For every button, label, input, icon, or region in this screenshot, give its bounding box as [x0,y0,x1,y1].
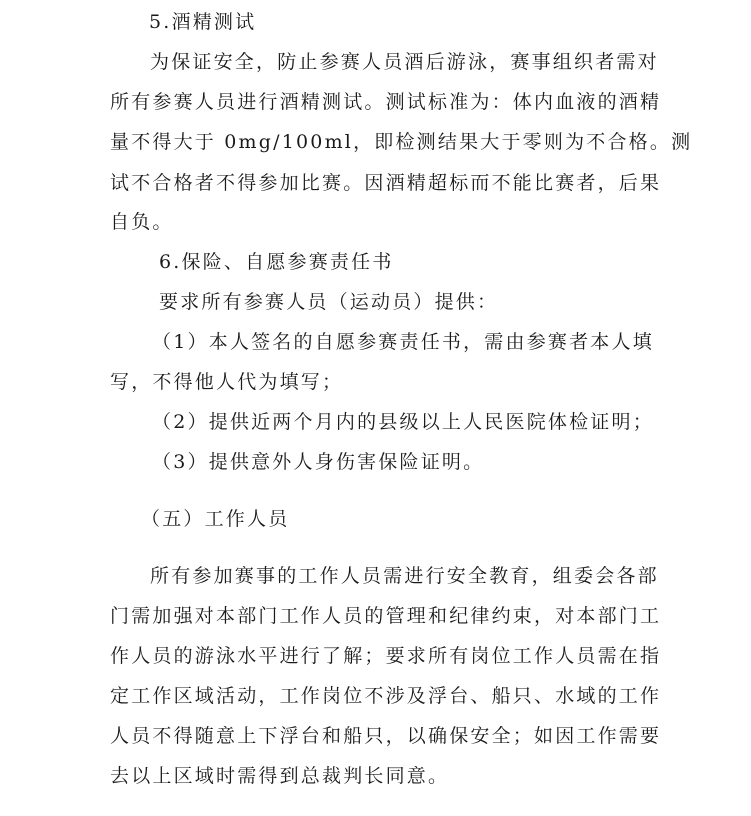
paragraph-line: 量不得大于 0mg/100ml，即检测结果大于零则为不合格。测 [110,131,693,153]
paragraph-line: 定工作区域活动，工作岗位不涉及浮台、船只、水域的工作 [110,685,662,707]
paragraph-line: 去以上区域时需得到总裁判长同意。 [110,765,450,787]
paragraph-line: 作人员的游泳水平进行了解；要求所有岗位工作人员需在指 [110,645,662,667]
paragraph-line: 门需加强对本部门工作人员的管理和纪律约束，对本部门工 [110,605,662,627]
paragraph-line: 所有参加赛事的工作人员需进行安全教育，组委会各部 [150,565,659,587]
paragraph-line: 所有参赛人员进行酒精测试。测试标准为：体内血液的酒精 [110,91,662,113]
section-6-intro: 要求所有参赛人员（运动员）提供： [159,291,499,313]
section-staff-heading: （五）工作人员 [141,508,290,530]
paragraph-line: 自负。 [110,211,174,233]
paragraph-line: 人员不得随意上下浮台和船只，以确保安全；如因工作需要 [110,725,662,747]
list-item-continuation: 写，不得他人代为填写； [110,371,344,393]
paragraph-line: 为保证安全，防止参赛人员酒后游泳，赛事组织者需对 [150,51,659,73]
list-item: （3）提供意外人身伤害保险证明。 [152,451,485,473]
paragraph-line: 试不合格者不得参加比赛。因酒精超标而不能比赛者，后果 [110,172,662,194]
section-5-heading: 5.酒精测试 [149,11,257,33]
list-item: （2）提供近两个月内的县级以上人民医院体检证明； [152,411,654,433]
section-6-heading: 6.保险、自愿参赛责任书 [159,251,394,273]
list-item: （1）本人签名的自愿参赛责任书，需由参赛者本人填 [152,331,654,353]
